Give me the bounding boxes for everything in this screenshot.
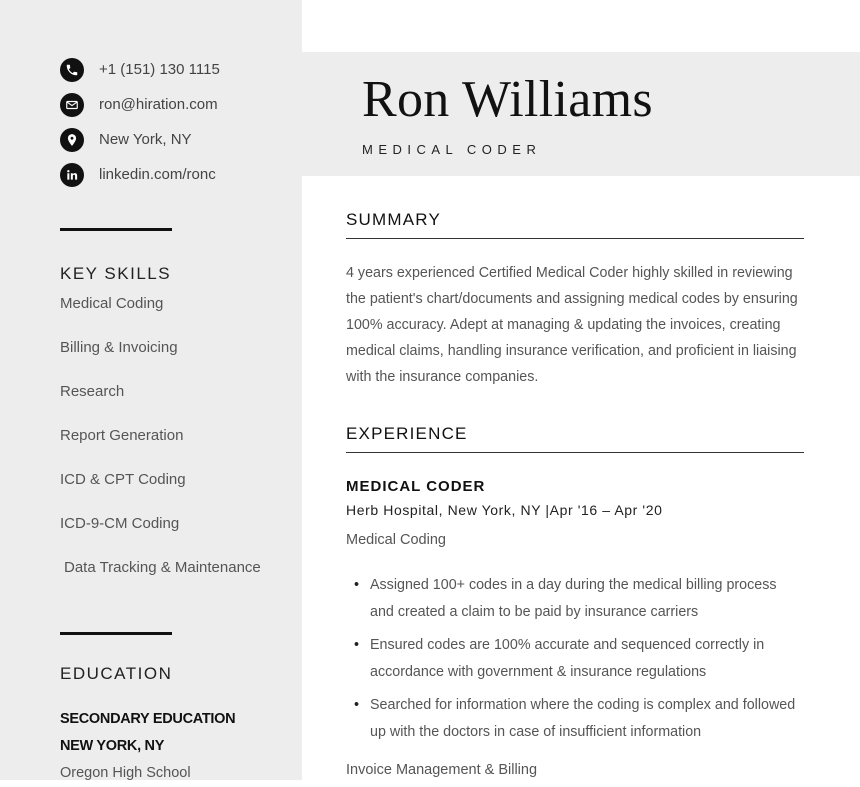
education-degree: SECONDARY EDUCATION — [60, 711, 236, 727]
sidebar-divider — [60, 632, 172, 635]
linkedin-icon — [60, 163, 84, 187]
summary-text: 4 years experienced Certified Medical Coder highly skilled in reviewing the patient's chart/documents and assigning medical codes by ensuring 100% accuracy. Adept at managing & updating the invoices, creating medical claims, handling insurance verification, and proficient in liaising with the insurance companies. — [346, 265, 798, 385]
contact-email — [60, 87, 220, 122]
skill-item: Billing & Invoicing — [60, 339, 178, 356]
skill-item: ICD & CPT Coding — [60, 471, 186, 488]
location-pin-icon — [60, 128, 84, 152]
job-title: MEDICAL CODER — [346, 478, 486, 495]
experience-heading: EXPERIENCE — [346, 424, 804, 453]
skills-list — [60, 295, 261, 612]
email-icon — [60, 93, 84, 117]
email-text[interactable]: ron@hiration.com — [99, 96, 218, 113]
contact-block — [60, 52, 220, 192]
education-heading: EDUCATION — [60, 664, 173, 683]
experience-bullets — [352, 572, 804, 752]
education-school: Oregon High School — [60, 765, 191, 781]
skill-item: Research — [60, 383, 125, 400]
experience-subsection: Medical Coding — [346, 532, 446, 548]
candidate-role: MEDICAL CODER — [362, 142, 542, 157]
bullet-item: • Ensured codes are 100% accurate and sequenced correctly in accordance with government & insurance regulations — [352, 632, 804, 686]
education-block — [60, 706, 235, 787]
bullet-item: • Searched for information where the coding is complex and followed up with the doctors in case of insufficient information — [352, 692, 804, 746]
skill-item: ICD-9-CM Coding — [60, 515, 180, 532]
sidebar-divider — [60, 228, 172, 231]
contact-phone — [60, 52, 220, 87]
education-location: NEW YORK, NY — [60, 738, 165, 754]
phone-text: +1 (151) 130 1115 — [99, 61, 220, 78]
job-meta: Herb Hospital, New York, NY |Apr '16 – Apr '20 — [346, 502, 663, 518]
contact-location — [60, 122, 220, 157]
location-text: New York, NY — [99, 131, 192, 148]
key-skills-heading: KEY SKILLS — [60, 264, 172, 283]
linkedin-text[interactable]: linkedin.com/ronc — [99, 166, 216, 183]
experience-subsection: Invoice Management & Billing — [346, 762, 538, 778]
summary-heading: SUMMARY — [346, 210, 804, 239]
skill-item: Report Generation — [60, 427, 184, 444]
contact-linkedin — [60, 157, 220, 192]
bullet-item: • Assigned 100+ codes in a day during the medical billing process and created a claim to be paid by insurance carriers — [352, 572, 804, 626]
skill-item: Data Tracking & Maintenance — [64, 559, 261, 576]
candidate-name: Ron Williams — [362, 71, 653, 128]
phone-icon — [60, 58, 84, 82]
skill-item: Medical Coding — [60, 295, 164, 312]
